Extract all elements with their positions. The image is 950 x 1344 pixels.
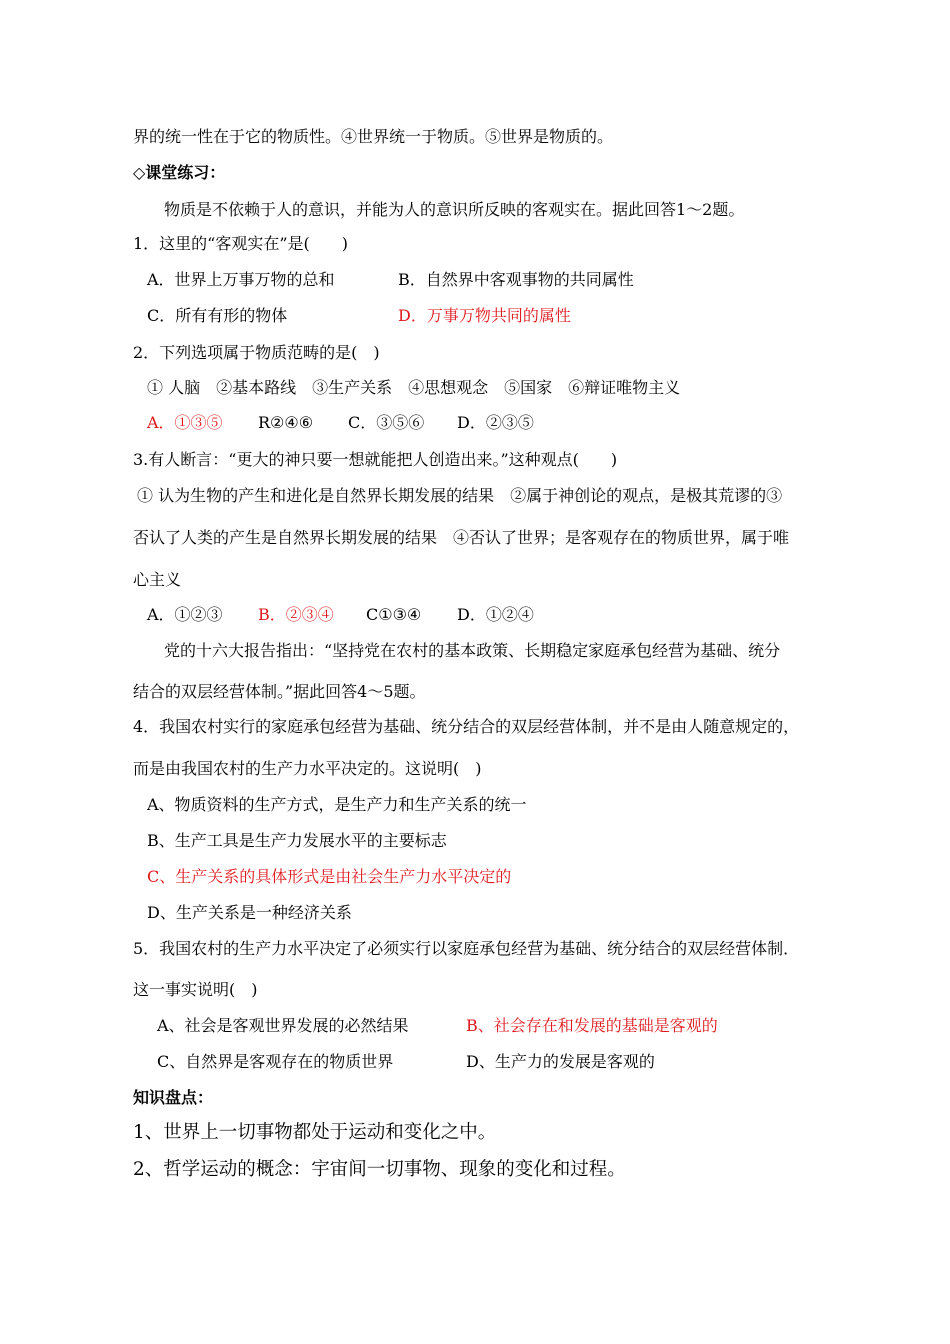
question-4: 4．我国农村实行的家庭承包经营为基础、统分结合的双层经营体制，并不是由人随意规定的，: [133, 717, 800, 736]
option-b: B．自然界中客观事物的共同属性: [398, 270, 634, 289]
option-d: D、生产力的发展是客观的: [466, 1052, 655, 1071]
option-a: A、社会是客观世界发展的必然结果: [157, 1016, 409, 1035]
option-b-answer: B．②③④: [258, 605, 334, 624]
question-3-text: 心主义: [133, 570, 182, 589]
question-5: 这一事实说明( ): [133, 980, 258, 999]
option-c: C、自然界是客观存在的物质世界: [157, 1052, 394, 1071]
question-3: 3.有人断言：“更大的神只要一想就能把人创造出来。”这种观点( ): [133, 450, 618, 469]
option-a: A．世界上万事万物的总和: [147, 270, 335, 289]
section-heading-classroom-practice: ◇课堂练习：: [133, 163, 226, 182]
question-1: 1．这里的“客观实在”是( ): [133, 234, 349, 253]
question-stem: 结合的双层经营体制。”据此回答4～5题。: [133, 682, 426, 701]
question-5: 5．我国农村的生产力水平决定了必须实行以家庭承包经营为基础、统分结合的双层经营体制．: [133, 939, 800, 958]
option-d: D．①②④: [457, 605, 534, 624]
question-2-items: ① 人脑 ②基本路线 ③生产关系 ④思想观念 ⑤国家 ⑥辩证唯物主义: [147, 378, 681, 397]
knowledge-point: 1、世界上一切事物都处于运动和变化之中。: [133, 1122, 497, 1143]
question-3-text: ① 认为生物的产生和进化是自然界长期发展的结果 ②属于神创论的观点，是极其荒谬的③: [137, 486, 783, 505]
option-a-answer: A．①③⑤: [147, 413, 223, 432]
question-stem: 党的十六大报告指出：“坚持党在农村的基本政策、长期稳定家庭承包经营为基础、统分: [164, 641, 781, 660]
section-heading-knowledge-review: 知识盘点：: [133, 1088, 214, 1107]
option-c: C．所有有形的物体: [147, 306, 288, 325]
knowledge-point: 2、哲学运动的概念：宇宙间一切事物、现象的变化和过程。: [133, 1159, 626, 1180]
option-b-answer: B、社会存在和发展的基础是客观的: [466, 1016, 718, 1035]
option-a: A．①②③: [147, 605, 223, 624]
question-2: 2．下列选项属于物质范畴的是( ): [133, 343, 380, 362]
option-c: C．③⑤⑥: [348, 413, 425, 432]
option-c-answer: C、生产关系的具体形式是由社会生产力水平决定的: [147, 867, 512, 886]
question-4: 而是由我国农村的生产力水平决定的。这说明( ): [133, 759, 482, 778]
option-b: R②④⑥: [258, 413, 314, 432]
question-3-text: 否认了人类的产生是自然界长期发展的结果 ④否认了世界；是客观存在的物质世界，属于唯: [133, 528, 790, 547]
question-stem: 物质是不依赖于人的意识，并能为人的意识所反映的客观实在。据此回答1～2题。: [164, 200, 745, 219]
option-d: D、生产关系是一种经济关系: [147, 903, 352, 922]
option-d-answer: D．万事万物共同的属性: [398, 306, 571, 325]
option-d: D．②③⑤: [457, 413, 534, 432]
option-a: A、物质资料的生产方式，是生产力和生产关系的统一: [147, 795, 527, 814]
option-c: C①③④: [366, 605, 422, 624]
text-line: 界的统一性在于它的物质性。④世界统一于物质。⑤世界是物质的。: [133, 127, 614, 146]
option-b: B、生产工具是生产力发展水平的主要标志: [147, 831, 447, 850]
